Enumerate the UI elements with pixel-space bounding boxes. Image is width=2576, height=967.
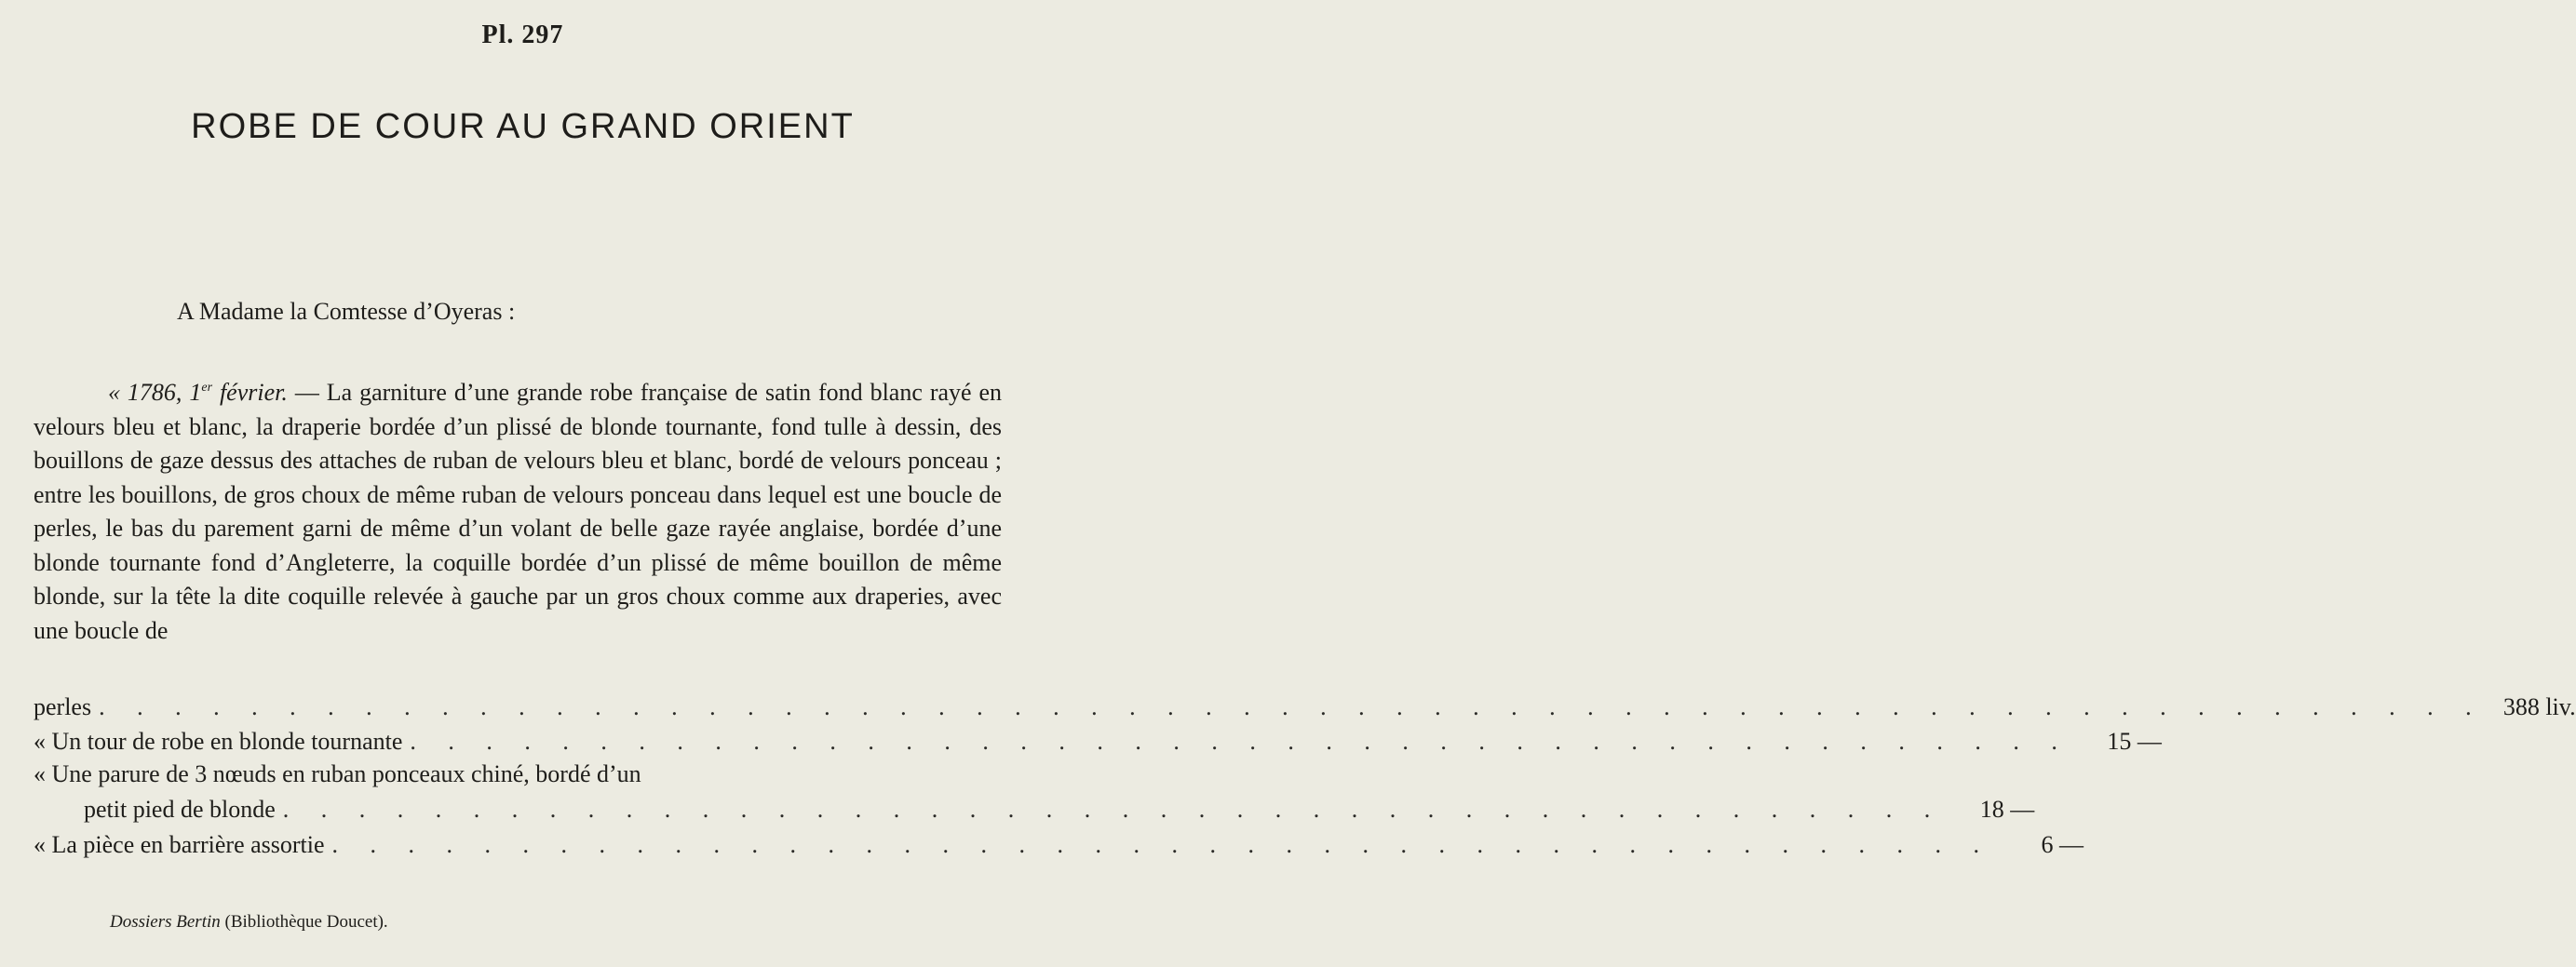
- address-line: A Madame la Comtesse d’Oyeras :: [177, 298, 516, 325]
- entry-text: — La garniture d’une grande robe française de satin fond blanc rayé en velours bleu et blanc, la draperie bordée d’un plissé de blonde tournante, fond tulle à dessin, des bouillons de gaze dessus des attaches de ruban de velours bleu et blanc, bordé de velours ponceau ; entre les bouillons, de gros choux de même ruban de velours ponceau dans lequel est une boucle de perles, le bas du parement garni de même d’un volant de belle gaze rayée anglaise, bordée d’une blonde tournante fond d’Angleterre, la coquille bordée d’un plissé de même bouillon de même blonde, sur la tête la dite coquille relevée à gauche par un gros choux comme aux draperies, avec une boucle de: [34, 379, 1003, 644]
- leader-dots: . . . . . . . . . . . . . . . . . . . . . . . . . . . . . . . . . . . . . . . . . . . .: [282, 796, 1944, 823]
- item-row: [84, 796, 2035, 829]
- item-label: « La pièce en barrière assortie: [34, 831, 325, 858]
- item-label: petit pied de blonde: [84, 796, 276, 823]
- source-citation: Dossiers Bertin (Bibliothèque Doucet).: [110, 912, 388, 932]
- entry-price: 388 liv.: [2502, 693, 2576, 720]
- page-title: ROBE DE COUR AU GRAND ORIENT: [191, 107, 855, 146]
- entry-total-row: [34, 693, 2576, 727]
- entry-last-word: perles: [34, 693, 92, 720]
- item-row: [34, 831, 2084, 865]
- item-row: [34, 728, 2162, 761]
- plate-number: Pl. 297: [481, 20, 564, 49]
- item-price: 6 —: [2041, 831, 2084, 858]
- item-row-label-line1: « Une parure de 3 nœuds en ruban ponceaux chiné, bordé d’un: [34, 760, 641, 787]
- entry-paragraph: [34, 376, 1002, 648]
- leader-dots: . . . . . . . . . . . . . . . . . . . . . . . . . . . . . . . . . . . . . . . . . . . .: [331, 831, 1993, 858]
- entry-date: « 1786, 1er février.: [108, 379, 288, 406]
- leader-dots: . . . . . . . . . . . . . . . . . . . . . . . . . . . . . . . . . . . . . . . . . . . .: [410, 728, 2070, 755]
- item-label: « Un tour de robe en blonde tournante: [34, 728, 403, 755]
- item-price: 15 —: [2107, 728, 2162, 755]
- leader-dots: . . . . . . . . . . . . . . . . . . . . . . . . . . . . . . . . . . . . . . . . . . . . . . . . . . . . . . . . . . . . . . .: [99, 693, 2485, 720]
- item-price: 18 —: [1979, 796, 2035, 823]
